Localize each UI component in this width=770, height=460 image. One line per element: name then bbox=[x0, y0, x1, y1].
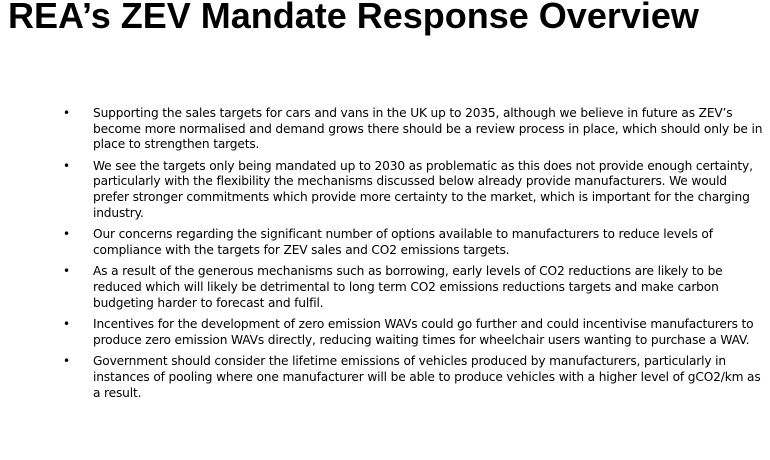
bullet-dot: • bbox=[63, 317, 70, 332]
bullet-text: Our concerns regarding the significant number of options available to manufacturers to reduce levels of compliance with the targets for ZEV sales and CO2 emissions targets. bbox=[93, 227, 713, 257]
bullet-dot: • bbox=[63, 106, 70, 120]
bullet-item bbox=[60, 317, 766, 348]
bullet-item bbox=[60, 159, 766, 221]
bullet-dot: • bbox=[63, 354, 70, 369]
bullet-item bbox=[60, 227, 766, 258]
bullet-item bbox=[60, 264, 766, 311]
bullet-item bbox=[60, 106, 766, 153]
bullet-text: Incentives for the development of zero emission WAVs could go further and could incentivise manufacturers to produce zero emission WAVs directly, reducing waiting times for wheelchair users wanting to purchase a WAV. bbox=[93, 317, 754, 347]
bullet-dot: • bbox=[63, 158, 70, 173]
bullet-dot: • bbox=[63, 264, 70, 279]
bullet-list bbox=[60, 106, 766, 407]
bullet-text: As a result of the generous mechanisms such as borrowing, early levels of CO2 reductions are likely to be reduced which will likely be detrimental to long term CO2 emissions reductions targets and make carbon budgeting harder to forecast and fulfil. bbox=[93, 264, 723, 310]
bullet-item bbox=[60, 354, 766, 401]
slide-title: REA’s ZEV Mandate Response Overview bbox=[8, 0, 699, 36]
bullet-text: Government should consider the lifetime emissions of vehicles produced by manufacturers, particularly in instances of pooling where one manufacturer will be able to produce vehicles with a higher level of gCO2/km as a result. bbox=[93, 354, 761, 400]
bullet-dot: • bbox=[63, 227, 70, 242]
bullet-text: Supporting the sales targets for cars and vans in the UK up to 2035, although we believe in future as ZEV’s become more normalised and demand grows there should be a review process in place, which should only be in place to strengthen targets. bbox=[93, 106, 763, 152]
bullet-text: We see the targets only being mandated up to 2030 as problematic as this does not provide enough certainty, particularly with the flexibility the mechanisms discussed below already provide manufacturers. We would prefer stronger commitments which provide more certainty to the market, which is important for the charging industry. bbox=[93, 158, 753, 220]
